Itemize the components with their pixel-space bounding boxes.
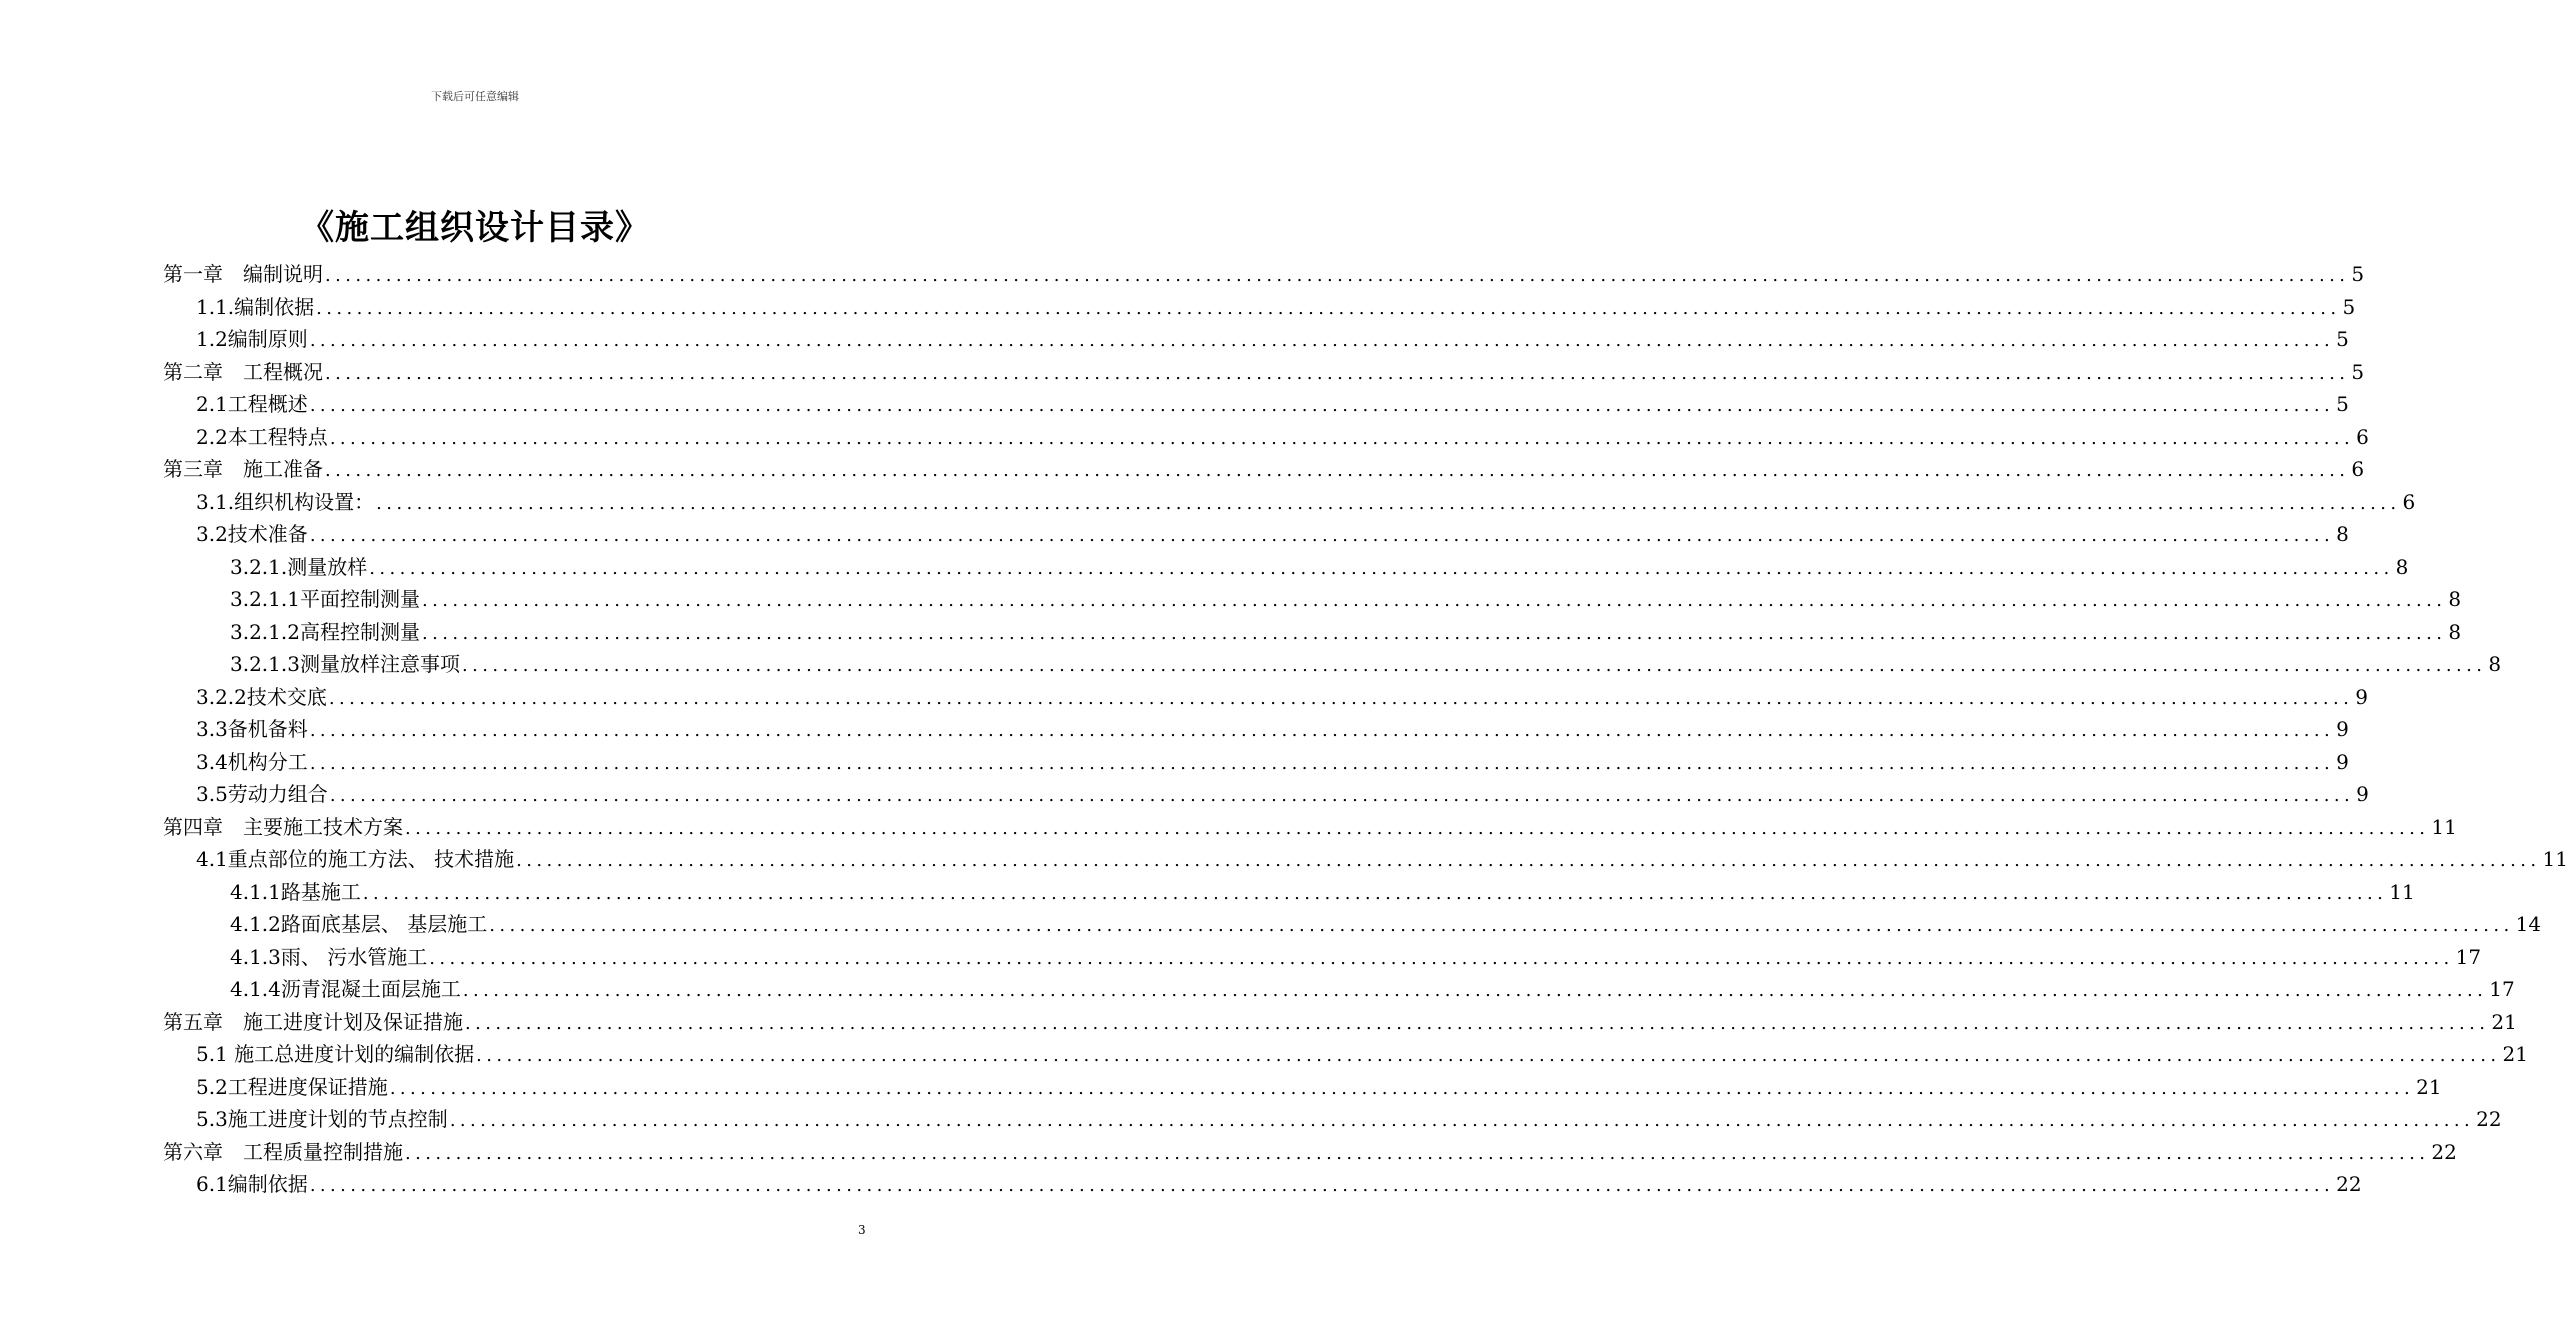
toc-entry-label: 6.1编制依据 <box>196 1172 308 1196</box>
toc-entry-page: 21 <box>2491 1009 2517 1034</box>
toc-entry[interactable] <box>0 518 2349 551</box>
toc-leader-dots: ........................................................................................................................................................................................................ <box>376 492 2401 514</box>
toc-entry-page: 14 <box>2515 912 2542 936</box>
toc-entry-page: 8 <box>2488 652 2502 676</box>
toc-entry[interactable] <box>0 388 2349 421</box>
toc-entry-label: 第一章 编制说明 <box>163 262 323 286</box>
toc-entry[interactable] <box>0 323 2349 356</box>
toc-leader-dots: ........................................................................................................................................................................................................ <box>465 1012 2490 1034</box>
toc-leader-dots: ........................................................................................................................................................................................................ <box>309 720 2335 741</box>
toc-entry-label: 第三章 施工准备 <box>163 457 323 481</box>
toc-entry[interactable] <box>0 551 2409 584</box>
toc-leader-dots: ........................................................................................................................................................................................................ <box>325 265 2350 286</box>
toc-entry-page: 9 <box>2336 749 2349 774</box>
toc-entry-label: 3.2.2技术交底 <box>196 684 327 709</box>
toc-entry-label: 4.1.1路基施工 <box>230 879 361 904</box>
toc-entry[interactable] <box>0 941 2482 974</box>
toc-leader-dots: ........................................................................................................................................................................................................ <box>309 330 2335 351</box>
toc-entry-page: 8 <box>2336 522 2349 546</box>
toc-entry[interactable] <box>0 908 2542 941</box>
toc-leader-dots: ........................................................................................................................................................................................................ <box>325 460 2350 481</box>
toc-leader-dots: ........................................................................................................................................................................................................ <box>362 882 2388 904</box>
toc-leader-dots: ........................................................................................................................................................................................................ <box>309 1175 2335 1196</box>
toc-entry[interactable] <box>0 1071 2442 1104</box>
toc-entry-label: 第六章 工程质量控制措施 <box>163 1139 403 1164</box>
toc-entry-label: 3.2.1.3测量放样注意事项 <box>230 652 460 676</box>
toc-entry-page: 8 <box>2395 554 2409 579</box>
toc-entry-page: 22 <box>2336 1172 2362 1196</box>
toc-entry-label: 1.2编制原则 <box>196 327 308 351</box>
toc-entry-page: 5 <box>2351 359 2365 384</box>
toc-entry-label: 5.3施工进度计划的节点控制 <box>196 1107 448 1131</box>
toc-entry[interactable] <box>0 1038 2528 1071</box>
toc-leader-dots: ........................................................................................................................................................................................................ <box>405 1142 2430 1164</box>
toc-entry[interactable] <box>0 421 2369 454</box>
toc-entry-page: 8 <box>2448 587 2462 611</box>
toc-entry[interactable] <box>0 681 2368 714</box>
toc-entry[interactable] <box>0 291 2356 324</box>
toc-leader-dots: ........................................................................................................................................................................................................ <box>389 1077 2415 1099</box>
toc-entry-label: 4.1.4沥青混凝土面层施工 <box>230 977 461 1001</box>
toc-entry[interactable] <box>0 811 2457 844</box>
toc-entry[interactable] <box>0 616 2462 649</box>
toc-entry-label: 4.1.3雨、 污水管施工 <box>230 944 428 969</box>
toc-leader-dots: ........................................................................................................................................................................................................ <box>309 395 2335 416</box>
toc-entry-page: 22 <box>2476 1107 2502 1131</box>
toc-leader-dots: ........................................................................................................................................................................................................ <box>325 362 2350 384</box>
toc-leader-dots: ........................................................................................................................................................................................................ <box>449 1110 2475 1131</box>
toc-entry-page: 21 <box>2502 1042 2528 1066</box>
toc-entry-page: 9 <box>2355 684 2368 709</box>
toc-entry[interactable] <box>0 876 2415 909</box>
page-header: 下载后可任意编辑 <box>431 90 519 103</box>
toc-entry[interactable] <box>0 1006 2517 1039</box>
toc-entry-label: 4.1重点部位的施工方法、 技术措施 <box>196 847 515 871</box>
page-number: 3 <box>858 1223 866 1237</box>
toc-entry-label: 4.1.2路面底基层、 基层施工 <box>230 912 488 936</box>
toc-entry-page: 11 <box>2389 879 2415 904</box>
document-title: 《施工组织设计目录》 <box>300 208 650 248</box>
toc-leader-dots: ........................................................................................................................................................................................................ <box>405 817 2430 839</box>
toc-leader-dots: ........................................................................................................................................................................................................ <box>309 525 2335 546</box>
toc-leader-dots: ........................................................................................................................................................................................................ <box>369 557 2394 579</box>
table-of-contents <box>0 258 2568 1201</box>
toc-entry-page: 22 <box>2431 1139 2457 1164</box>
toc-entry-page: 21 <box>2416 1074 2442 1099</box>
toc-leader-dots: ........................................................................................................................................................................................................ <box>429 947 2454 969</box>
toc-entry-page: 9 <box>2336 717 2349 741</box>
toc-leader-dots: ........................................................................................................................................................................................................ <box>309 752 2335 774</box>
toc-entry-page: 5 <box>2342 294 2356 319</box>
toc-leader-dots: ........................................................................................................................................................................................................ <box>328 687 2354 709</box>
toc-leader-dots: ........................................................................................................................................................................................................ <box>461 655 2487 676</box>
toc-entry-page: 5 <box>2351 262 2365 286</box>
toc-entry-label: 3.2技术准备 <box>196 522 308 546</box>
toc-leader-dots: ........................................................................................................................................................................................................ <box>329 785 2355 806</box>
toc-entry[interactable] <box>0 356 2365 389</box>
toc-entry-page: 6 <box>2351 457 2365 481</box>
toc-entry-label: 第四章 主要施工技术方案 <box>163 814 403 839</box>
toc-entry-page: 6 <box>2402 489 2416 514</box>
toc-leader-dots: ........................................................................................................................................................................................................ <box>329 427 2355 449</box>
toc-entry-page: 5 <box>2336 392 2349 416</box>
toc-entry-label: 3.1.组织机构设置： <box>196 489 375 514</box>
toc-entry[interactable] <box>0 713 2349 746</box>
toc-leader-dots: ........................................................................................................................................................................................................ <box>462 980 2488 1001</box>
toc-entry[interactable] <box>0 486 2416 519</box>
toc-leader-dots: ........................................................................................................................................................................................................ <box>421 622 2447 644</box>
toc-leader-dots: ........................................................................................................................................................................................................ <box>421 590 2447 611</box>
toc-entry[interactable] <box>0 973 2515 1006</box>
toc-entry[interactable] <box>0 843 2568 876</box>
toc-entry[interactable] <box>0 1136 2457 1169</box>
toc-entry[interactable] <box>0 648 2502 681</box>
toc-entry[interactable] <box>0 746 2349 779</box>
toc-entry-page: 5 <box>2336 327 2349 351</box>
toc-entry-label: 3.2.1.1平面控制测量 <box>230 587 420 611</box>
toc-leader-dots: ........................................................................................................................................................................................................ <box>316 297 2341 319</box>
toc-entry[interactable] <box>0 1103 2502 1136</box>
toc-entry-label: 3.2.1.2高程控制测量 <box>230 619 420 644</box>
toc-entry-page: 6 <box>2356 424 2369 449</box>
toc-leader-dots: ........................................................................................................................................................................................................ <box>476 1045 2501 1066</box>
toc-entry-page: 11 <box>2542 847 2568 871</box>
toc-entry-label: 第五章 施工进度计划及保证措施 <box>163 1009 463 1034</box>
toc-entry-page: 17 <box>2489 977 2515 1001</box>
toc-entry-label: 第二章 工程概况 <box>163 359 323 384</box>
toc-entry-label: 1.1.编制依据 <box>196 294 315 319</box>
toc-leader-dots: ........................................................................................................................................................................................................ <box>516 850 2541 871</box>
toc-entry-page: 11 <box>2431 814 2457 839</box>
toc-entry[interactable] <box>0 258 2365 291</box>
toc-entry-label: 2.1工程概述 <box>196 392 308 416</box>
toc-entry-page: 17 <box>2455 944 2482 969</box>
toc-entry-label: 5.2工程进度保证措施 <box>196 1074 388 1099</box>
toc-entry-label: 3.4机构分工 <box>196 749 308 774</box>
toc-entry-page: 8 <box>2448 619 2462 644</box>
toc-entry-page: 9 <box>2356 782 2369 806</box>
toc-entry[interactable] <box>0 1168 2362 1201</box>
toc-entry-label: 5.1 施工总进度计划的编制依据 <box>196 1042 475 1066</box>
toc-entry-label: 3.5劳动力组合 <box>196 782 328 806</box>
toc-entry-label: 3.3备机备料 <box>196 717 308 741</box>
toc-entry-label: 3.2.1.测量放样 <box>230 554 368 579</box>
toc-leader-dots: ........................................................................................................................................................................................................ <box>489 915 2514 936</box>
toc-entry-label: 2.2本工程特点 <box>196 424 328 449</box>
toc-entry[interactable] <box>0 583 2462 616</box>
toc-entry[interactable] <box>0 453 2365 486</box>
toc-entry[interactable] <box>0 778 2369 811</box>
